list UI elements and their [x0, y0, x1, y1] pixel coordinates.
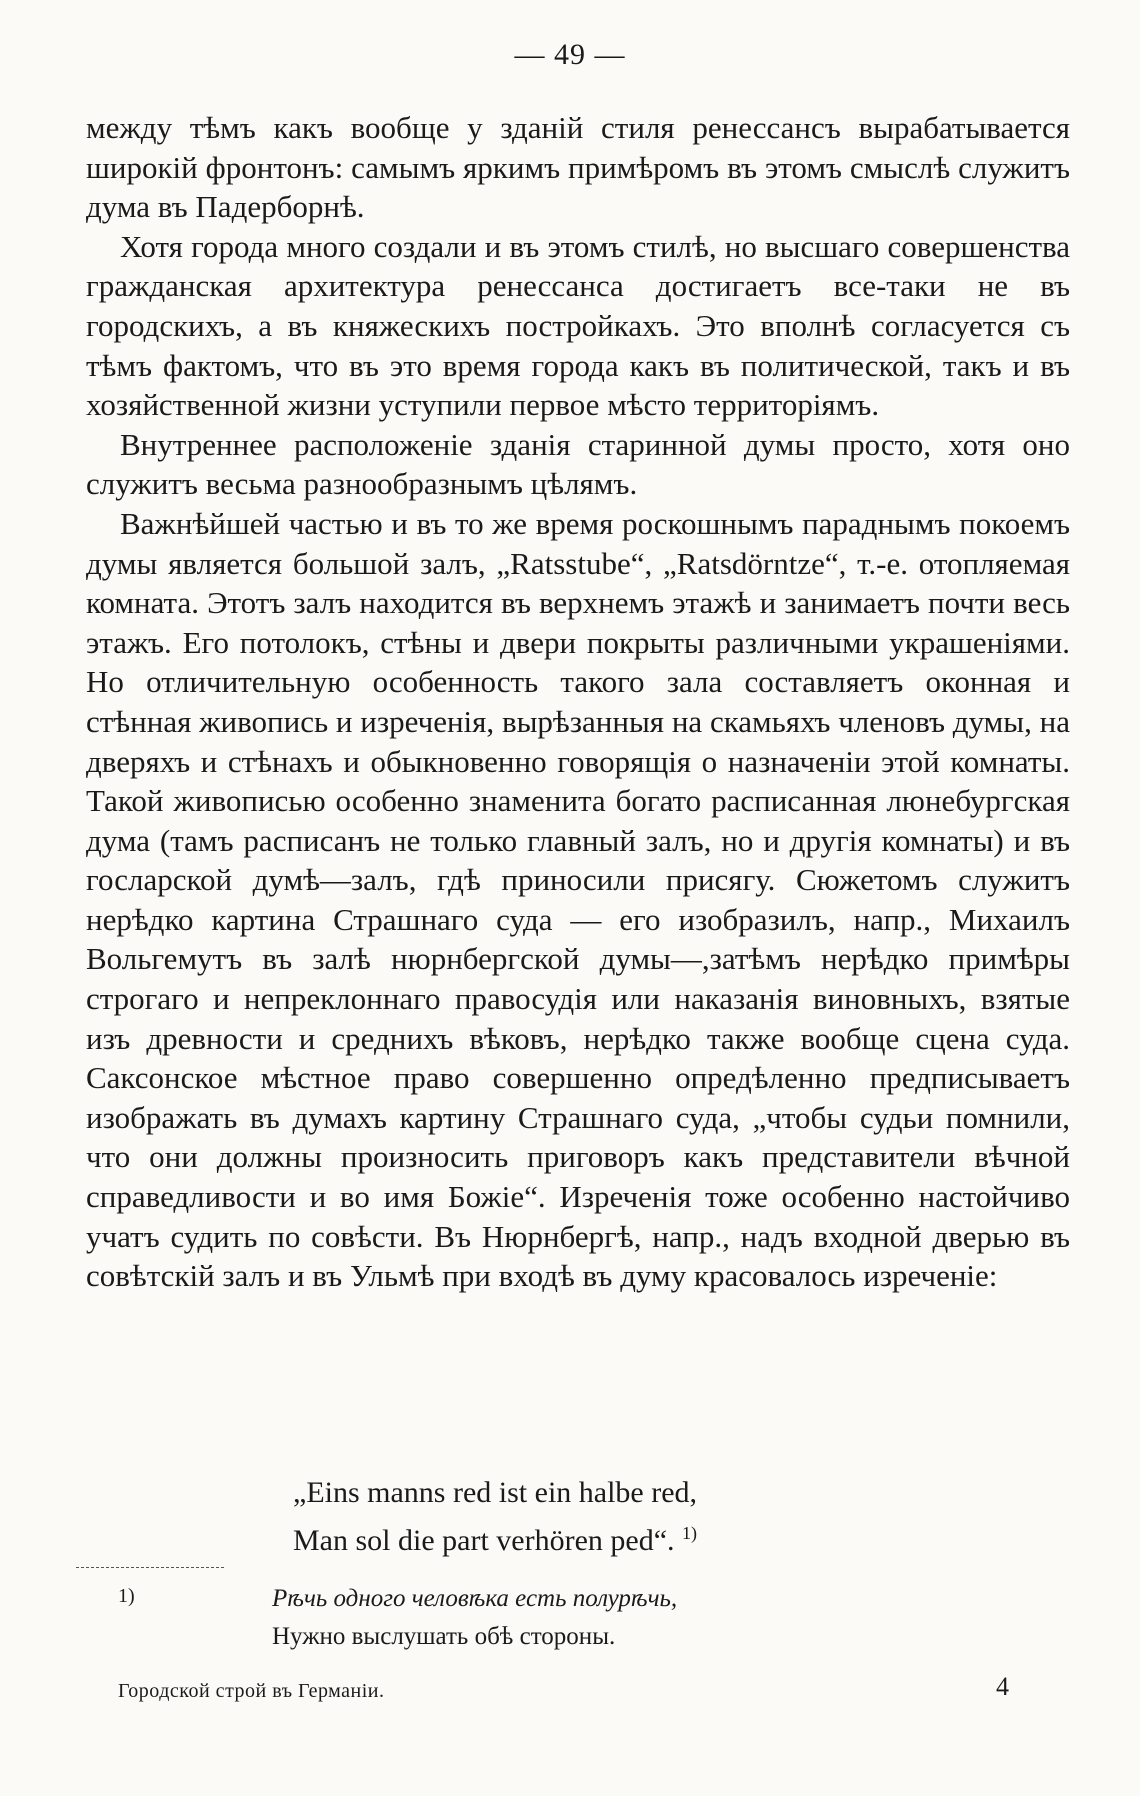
verse-quotation: [293, 1473, 697, 1561]
footnote-line-1: Рѣчь одного человѣка есть полурѣчь,: [272, 1585, 678, 1612]
footnote-reference: 1): [682, 1523, 698, 1543]
verse-line-2: [293, 1513, 697, 1561]
verse-line-1: „Eins manns red ist ein halbe red,: [293, 1476, 698, 1509]
page-number: — 49 —: [514, 38, 626, 71]
paragraph-interior-layout: Внутреннее расположеніе зданія старинной думы просто, хотя оно служитъ весьма разнообразнымъ цѣлямъ.: [86, 426, 1070, 502]
footnote-marker: 1): [118, 1585, 135, 1607]
paragraph-renaissance-architecture: Хотя города много создали и въ этомъ стилѣ, но высшаго совершенства гражданская архитектура ренессанса достигаетъ все-таки не въ городскихъ, а въ княжескихъ постройкахъ. Это вполнѣ согласуется съ тѣмъ фактомъ, что въ это время города какъ въ политической, такъ и въ хозяйственной жизни уступили первое мѣсто территоріямъ.: [86, 228, 1070, 423]
signature-mark: 4: [996, 1672, 1009, 1701]
footnote: [272, 1580, 677, 1656]
footnote-line-2: Нужно выслушать обѣ стороны.: [272, 1623, 616, 1650]
paragraph-council-hall: Важнѣйшей частью и въ то же время роскошнымъ парaднымъ покоемъ думы является большой залъ, „Ratsstube“, „Ratsdörntze“, т.-е. отопляемая комната. Этотъ залъ находится въ верхнемъ этажѣ и занимаетъ почти весь этажъ. Его потолокъ, стѣны и двери покрыты различными украшеніями. Но отличительную особенность такого зала составляетъ оконная и стѣнная живопись и изреченія, вырѣзанныя на скамьяхъ членовъ думы, на дверяхъ и стѣнахъ и обыкновенно говорящія о назначеніи этой комнаты. Такой живописью особенно знаменита богато расписанная люнебургская дума (тамъ расписанъ не только главный залъ, но и другія комнаты) и въ госларской думѣ—залъ, гдѣ приносили присягу. Сюжетомъ служитъ нерѣдко картина Страшнаго суда — его изобразилъ, напр., Михаилъ Вольгемутъ въ залѣ нюрнбергской думы—,затѣмъ нерѣдко примѣры строгаго и непреклоннаго правосудія или наказанія виновныхъ, взятые изъ древности и среднихъ вѣковъ, нерѣдко также вообще сцена суда. Саксонское мѣстное право совершенно опредѣленно предписываетъ изображать въ думахъ картину Страшнаго суда, „чтобы судьи помнили, что они должны произносить приговоръ какъ представители вѣчной справедливости и во имя Божіе“. Изреченія тоже особенно настойчиво учатъ судить по совѣсти. Въ Нюрнбергѣ, напр., надъ входной дверью въ совѣтскій залъ и въ Ульмѣ при входѣ въ думу красовалось изреченіе:: [86, 505, 1070, 1294]
running-footer-title: Городской строй въ Германіи.: [118, 1680, 385, 1702]
verse-line-2-text: Man sol die part verhören ped“.: [293, 1524, 675, 1557]
body-text: [86, 108, 1070, 1296]
paragraph-continuation: между тѣмъ какъ вообще у зданій стиля ренессансъ вырабатывается широкій фронтонъ: самымъ яркимъ примѣромъ въ этомъ смыслѣ служитъ дума въ Падерборнѣ.: [86, 110, 1070, 225]
footnote-divider: [76, 1567, 224, 1568]
